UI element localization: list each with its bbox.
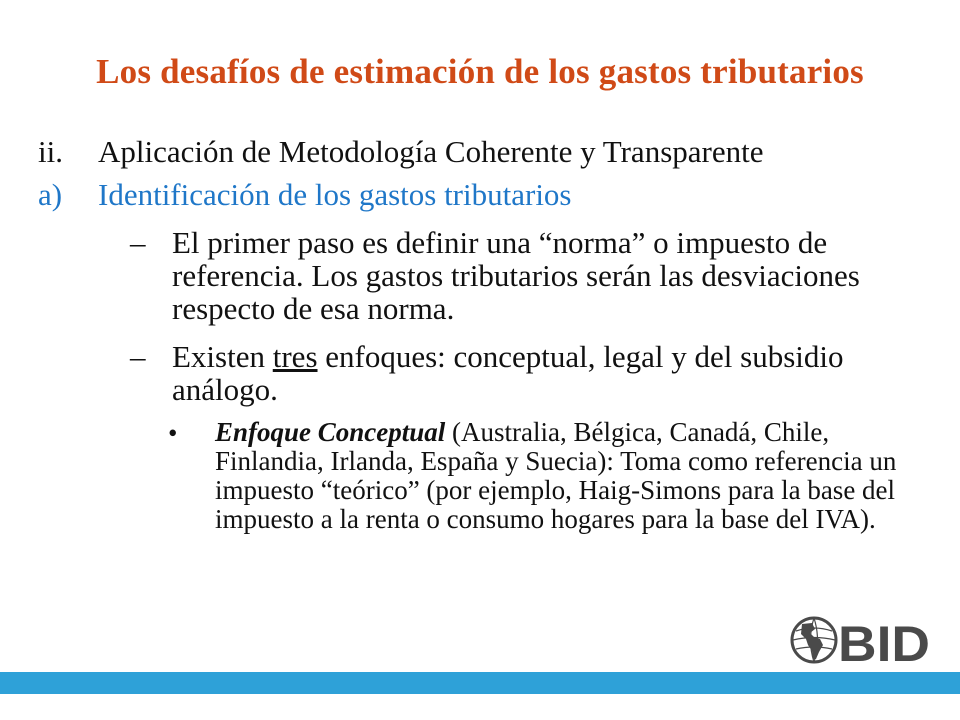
slide-title: Los desafíos de estimación de los gastos tributarios <box>96 52 864 91</box>
bullet-emphasis: Enfoque Conceptual <box>215 417 446 447</box>
logo-text: BID <box>838 616 930 665</box>
bullet-conceptual-approach <box>215 418 935 534</box>
bid-logo <box>790 615 932 665</box>
point-marker: – <box>130 339 146 374</box>
subsection-heading: Identificación de los gastos tributarios <box>98 177 572 212</box>
subsection-marker: a) <box>38 177 63 212</box>
point-approaches-pre: Existen <box>172 339 273 374</box>
bullet-text: (Australia, Bélgica, Canadá, Chile, Finlandia, Irlanda, España y Suecia): Toma como referencia un impuesto “teórico” (por ejemplo, Haig-Simons para la base del impuesto a la renta o consumo hogares para la base del IVA). <box>215 417 897 534</box>
section-heading: Aplicación de Metodología Coherente y Transparente <box>98 134 764 169</box>
point-approaches-post: enfoques: conceptual, legal y del subsidio análogo. <box>172 339 844 407</box>
point-marker: – <box>130 225 146 260</box>
point-reference-norm: El primer paso es definir una “norma” o impuesto de referencia. Los gastos tributarios serán las desviaciones respecto de esa norma. <box>172 225 860 326</box>
globe-americas-icon <box>792 618 836 662</box>
point-approaches <box>172 340 942 406</box>
bullet-marker: • <box>168 418 178 448</box>
footer-bar <box>0 672 960 694</box>
point-approaches-underlined: tres <box>272 339 318 374</box>
section-marker: ii. <box>38 134 63 169</box>
